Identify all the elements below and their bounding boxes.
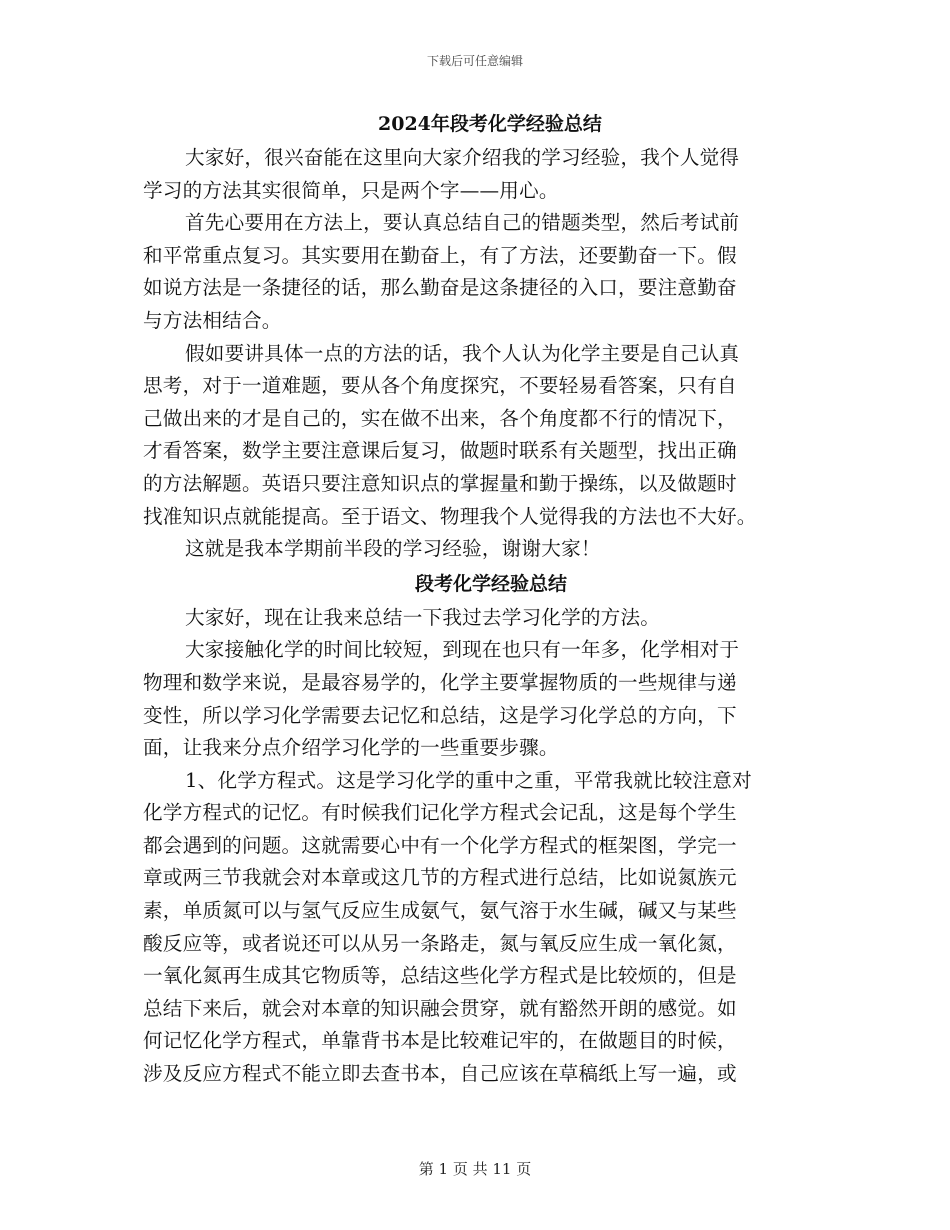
paragraph-line: 思考，对于一道难题，要从各个角度探究，不要轻易看答案，只有自 [143,374,737,398]
paragraph [143,207,807,337]
paragraph-line: 找准知识点就能提高。至于语文、物理我个人觉得我的方法也不大好。 [143,504,757,528]
paragraph-line: 1、化学方程式。这是学习化学的重中之重，平常我就比较注意对 [185,768,752,792]
section-title: 段考化学经验总结 [415,572,568,595]
section-2 [143,602,807,1091]
page-header: 下载后可任意编辑 [426,54,523,68]
paragraph-line: 与方法相结合。 [143,308,282,332]
paragraph-line: 己做出来的才是自己的，实在做不出来，各个角度都不行的情况下， [143,406,737,430]
paragraph-line: 素，单质氮可以与氢气反应生成氨气，氨气溶于水生碱，碱又与某些 [143,899,737,923]
paragraph [143,338,807,534]
paragraph-line: 的方法解题。英语只要注意知识点的掌握量和勤于操练，以及做题时 [143,471,737,495]
paragraph-line: 和平常重点复习。其实要用在勤奋上，有了方法，还要勤奋一下。假 [143,243,737,267]
paragraph-line: 假如要讲具体一点的方法的话，我个人认为化学主要是自己认真 [185,341,740,365]
paragraph-line: 面，让我来分点介绍学习化学的一些重要步骤。 [143,736,559,760]
paragraph-line: 酸反应等，或者说还可以从另一条路走，氮与氧反应生成一氧化氮， [143,931,737,955]
paragraph-line: 才看答案，数学主要注意课后复习，做题时联系有关题型，找出正确 [143,439,737,463]
section-1 [143,142,807,566]
paragraph-line: 章或两三节我就会对本章或这几节的方程式进行总结，比如说氮族元 [143,866,737,890]
page-footer: 第 1 页 共 11 页 [418,1160,532,1178]
paragraph-line: 化学方程式的记忆。有时候我们记化学方程式会记乱，这是每个学生 [143,801,737,825]
paragraph-line: 都会遇到的问题。这就需要心中有一个化学方程式的框架图，学完一 [143,833,737,857]
paragraph-line: 大家接触化学的时间比较短，到现在也只有一年多，化学相对于 [185,638,740,662]
paragraph [143,142,807,207]
paragraph-line: 学习的方法其实很简单，只是两个字——用心。 [143,178,559,202]
paragraph [143,533,807,566]
paragraph-line: 这就是我本学期前半段的学习经验，谢谢大家！ [185,537,601,561]
paragraph-line: 首先心要用在方法上，要认真总结自己的错题类型，然后考试前 [185,211,740,235]
paragraph-line: 何记忆化学方程式，单靠背书本是比较难记牢的，在做题目的时候， [143,1029,737,1053]
paragraph-line: 大家好，现在让我来总结一下我过去学习化学的方法。 [185,605,661,629]
paragraph [143,634,807,764]
document-title: 2024年段考化学经验总结 [378,113,602,135]
paragraph-line: 如说方法是一条捷径的话，那么勤奋是这条捷径的入口，要注意勤奋 [143,276,737,300]
paragraph-line: 物理和数学来说，是最容易学的，化学主要掌握物质的一些规律与递 [143,670,737,694]
paragraph-line: 变性，所以学习化学需要去记忆和总结，这是学习化学总的方向，下 [143,703,737,727]
paragraph-line: 涉及反应方程式不能立即去查书本，自己应该在草稿纸上写一遍，或 [143,1062,737,1086]
paragraph-line: 总结下来后，就会对本章的知识融会贯穿，就有豁然开朗的感觉。如 [143,996,737,1020]
document-body [143,106,807,1091]
paragraph [143,765,807,1091]
paragraph-line: 一氧化氮再生成其它物质等，总结这些化学方程式是比较烦的，但是 [143,964,737,988]
paragraph-line: 大家好，很兴奋能在这里向大家介绍我的学习经验，我个人觉得 [185,146,740,169]
paragraph [143,602,807,635]
